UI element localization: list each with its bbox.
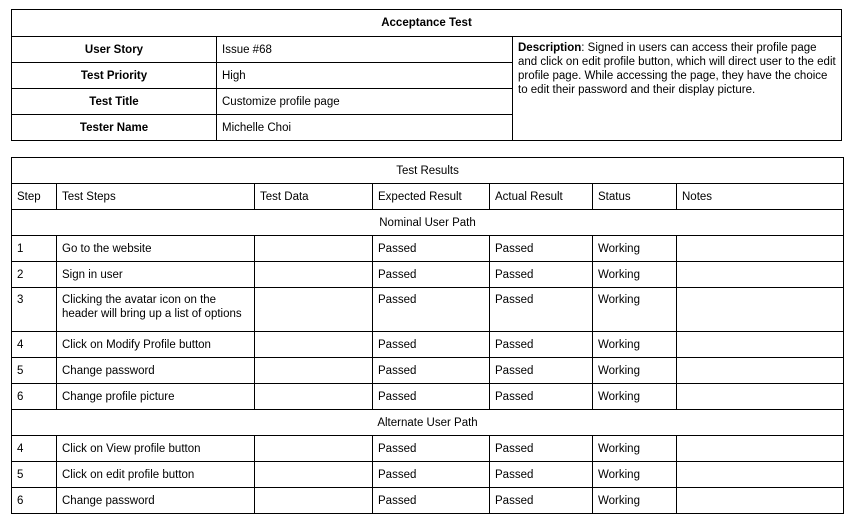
table-row	[12, 262, 844, 288]
status-cell: Working	[593, 488, 677, 514]
header-step: Step	[12, 184, 57, 210]
test-data-cell	[255, 384, 373, 410]
actual-result-cell: Passed	[490, 488, 593, 514]
notes-cell	[677, 488, 844, 514]
status-cell: Working	[593, 262, 677, 288]
user-story-label: User Story	[12, 37, 217, 63]
acceptance-test-title: Acceptance Test	[12, 10, 842, 37]
step-cell: 5	[12, 462, 57, 488]
expected-result-cell: Passed	[373, 262, 490, 288]
tester-name-value: Michelle Choi	[217, 115, 513, 141]
test-data-cell	[255, 436, 373, 462]
expected-result-cell: Passed	[373, 384, 490, 410]
expected-result-cell: Passed	[373, 236, 490, 262]
step-cell: 6	[12, 488, 57, 514]
step-cell: 5	[12, 358, 57, 384]
step-cell: 4	[12, 332, 57, 358]
test-title-label: Test Title	[12, 89, 217, 115]
actual-result-cell: Passed	[490, 462, 593, 488]
table-row	[12, 384, 844, 410]
test-results-table	[11, 157, 844, 514]
actual-result-cell: Passed	[490, 332, 593, 358]
actual-result-cell: Passed	[490, 262, 593, 288]
step-cell: 3	[12, 288, 57, 332]
actual-result-cell: Passed	[490, 358, 593, 384]
actual-result-cell: Passed	[490, 288, 593, 332]
description-label: Description	[518, 42, 582, 54]
expected-result-cell: Passed	[373, 462, 490, 488]
status-cell: Working	[593, 462, 677, 488]
test-step-cell: Go to the website	[57, 236, 255, 262]
test-step-cell: Clicking the avatar icon on the header will bring up a list of options	[57, 288, 255, 332]
notes-cell	[677, 262, 844, 288]
test-data-cell	[255, 236, 373, 262]
step-cell: 6	[12, 384, 57, 410]
expected-result-cell: Passed	[373, 488, 490, 514]
table-row	[12, 462, 844, 488]
header-notes: Notes	[677, 184, 844, 210]
actual-result-cell: Passed	[490, 236, 593, 262]
notes-cell	[677, 332, 844, 358]
status-cell: Working	[593, 436, 677, 462]
step-cell: 2	[12, 262, 57, 288]
actual-result-cell: Passed	[490, 436, 593, 462]
user-story-value: Issue #68	[217, 37, 513, 63]
test-step-cell: Change profile picture	[57, 384, 255, 410]
test-step-cell: Sign in user	[57, 262, 255, 288]
status-cell: Working	[593, 384, 677, 410]
notes-cell	[677, 288, 844, 332]
header-test-steps: Test Steps	[57, 184, 255, 210]
test-data-cell	[255, 462, 373, 488]
notes-cell	[677, 358, 844, 384]
status-cell: Working	[593, 288, 677, 332]
test-data-cell	[255, 358, 373, 384]
test-results-title: Test Results	[12, 158, 844, 184]
alternate-user-path-label: Alternate User Path	[12, 410, 844, 436]
table-row	[12, 358, 844, 384]
test-priority-value: High	[217, 63, 513, 89]
table-row	[12, 288, 844, 332]
test-data-cell	[255, 262, 373, 288]
expected-result-cell: Passed	[373, 358, 490, 384]
expected-result-cell: Passed	[373, 332, 490, 358]
status-cell: Working	[593, 358, 677, 384]
notes-cell	[677, 236, 844, 262]
status-cell: Working	[593, 332, 677, 358]
header-expected-result: Expected Result	[373, 184, 490, 210]
table-row	[12, 332, 844, 358]
step-cell: 4	[12, 436, 57, 462]
table-row	[12, 436, 844, 462]
acceptance-test-table	[11, 9, 842, 141]
description-text: : Signed in users can access their profile page and click on edit profile button, which will direct user to the edit profile page. While accessing the page, they have the choice to edit their password and their display picture.	[518, 42, 836, 96]
header-test-data: Test Data	[255, 184, 373, 210]
actual-result-cell: Passed	[490, 384, 593, 410]
test-data-cell	[255, 488, 373, 514]
header-actual-result: Actual Result	[490, 184, 593, 210]
nominal-user-path-label: Nominal User Path	[12, 210, 844, 236]
expected-result-cell: Passed	[373, 436, 490, 462]
status-cell: Working	[593, 236, 677, 262]
tester-name-label: Tester Name	[12, 115, 217, 141]
table-row	[12, 488, 844, 514]
test-step-cell: Click on View profile button	[57, 436, 255, 462]
test-title-value: Customize profile page	[217, 89, 513, 115]
test-priority-label: Test Priority	[12, 63, 217, 89]
test-step-cell: Click on edit profile button	[57, 462, 255, 488]
test-data-cell	[255, 288, 373, 332]
test-step-cell: Click on Modify Profile button	[57, 332, 255, 358]
test-step-cell: Change password	[57, 488, 255, 514]
notes-cell	[677, 462, 844, 488]
table-row	[12, 236, 844, 262]
description-cell	[513, 37, 842, 141]
test-data-cell	[255, 332, 373, 358]
step-cell: 1	[12, 236, 57, 262]
notes-cell	[677, 436, 844, 462]
header-status: Status	[593, 184, 677, 210]
test-step-cell: Change password	[57, 358, 255, 384]
expected-result-cell: Passed	[373, 288, 490, 332]
notes-cell	[677, 384, 844, 410]
